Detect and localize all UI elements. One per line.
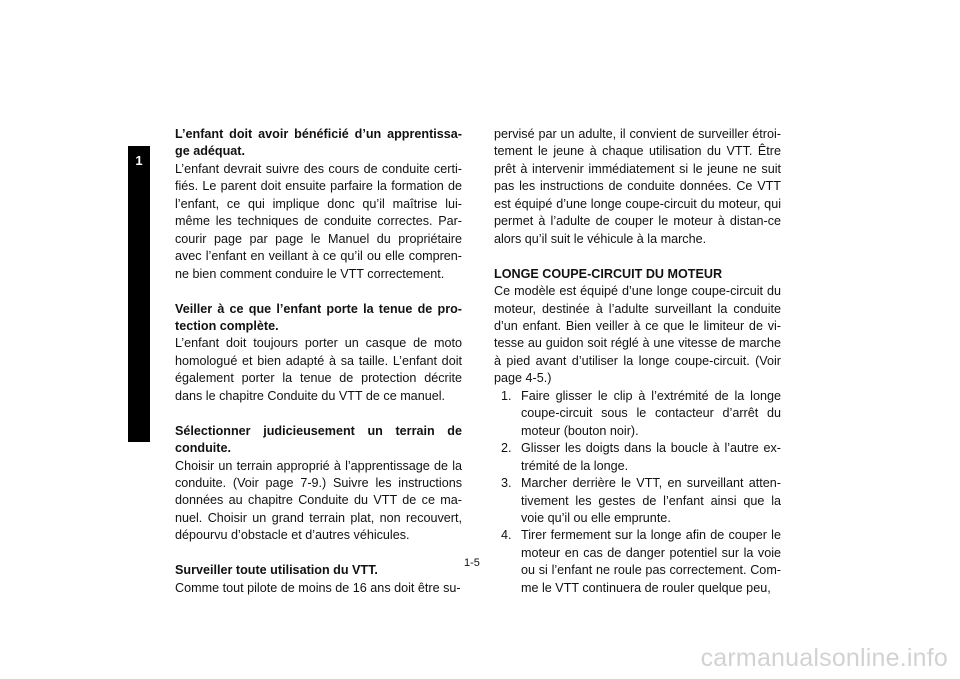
- step-text: Faire glisser le clip à l’extrémité de la longe coupe-circuit sous le contacteur d’arrêt du moteur (bouton noir).: [521, 388, 781, 438]
- paragraph-supervise: Comme tout pilote de moins de 16 ans doit être su-: [175, 580, 461, 595]
- paragraph-supervise-continued: pervisé par un adulte, il convient de surveiller étroi-tement le jeune à chaque utilisation du VTT. Être prêt à intervenir immédiatement si le jeune ne suit pas les instructions de conduite données. Ce VTT est équipé d’une longe coupe-circuit du moteur, qui permet à l’adulte de couper le moteur à distan-ce alors qu’il suit le véhicule à la marche.: [494, 127, 781, 246]
- watermark: carmanualsonline.info: [700, 644, 948, 672]
- step-text: Marcher derrière le VTT, en surveillant atten-tivement les gestes de l’enfant ainsi que la voie qu’il ou elle emprunte.: [521, 476, 781, 525]
- section-title-tether: LONGE COUPE-CIRCUIT DU MOTEUR: [494, 266, 723, 281]
- paragraph-tether: Ce modèle est équipé d’une longe coupe-circuit du moteur, destinée à l’adulte surveillant la conduite d’un enfant. Bien veiller à ce que le limiteur de vi-tesse au guidon soit réglé à une vitesse de marche à pied avant d’utiliser la longe coupe-circuit. (Voir page 4-5.): [494, 284, 781, 386]
- tether-steps-list: [494, 388, 781, 597]
- right-column: [494, 126, 781, 597]
- heading-supervise: Surveiller toute utilisation du VTT.: [175, 563, 378, 578]
- step-number: 3.: [501, 476, 512, 491]
- list-item: [494, 440, 781, 475]
- page-number: 1-5: [464, 557, 480, 569]
- paragraph-training: L’enfant devrait suivre des cours de conduite certi-fiés. Le parent doit ensuite parfaire la formation de l’enfant, ce qui implique donc qu’il maîtrise lui-même les techniques de conduite correctes. Par-courir page par page le Manuel du propriétaire avec l’enfant en veillant à ce qu’il ou elle compren-ne bien comment conduire le VTT correctement.: [175, 161, 462, 281]
- paragraph-terrain: Choisir un terrain approprié à l’apprentissage de la conduite. (Voir page 7-9.) Suivre les instructions données au chapitre Conduite du VTT de ce ma-nuel. Choisir un grand terrain plat, non recouvert, dépourvu d’obstacle et d’autres véhicules.: [175, 458, 462, 543]
- step-number: 1.: [501, 388, 512, 403]
- heading-training: L’enfant doit avoir bénéficié d’un apprentissa-ge adéquat.: [175, 127, 462, 159]
- chapter-tab: [128, 146, 150, 442]
- step-text: Glisser les doigts dans la boucle à l’autre ex-trémité de la longe.: [521, 441, 781, 473]
- list-item: [494, 388, 781, 440]
- list-item: [494, 527, 781, 597]
- heading-protective-gear: Veiller à ce que l’enfant porte la tenue de pro-tection complète.: [175, 301, 462, 333]
- step-number: 4.: [501, 528, 512, 543]
- step-number: 2.: [501, 441, 512, 456]
- left-column: [175, 126, 462, 597]
- heading-terrain: Sélectionner judicieusement un terrain de conduite.: [175, 423, 462, 456]
- paragraph-protective-gear: L’enfant doit toujours porter un casque de moto homologué et bien adapté à sa taille. L’enfant doit également porter la tenue de protection décrite dans le chapitre Conduite du VTT de ce manuel.: [175, 336, 462, 403]
- chapter-tab-number: 1: [135, 153, 143, 168]
- list-item: [494, 475, 781, 527]
- step-text: Tirer fermement sur la longe afin de couper le moteur en cas de danger potentiel sur la voie ou si l’enfant ne roule pas correctement. Com-me le VTT continuera de rouler quelque peu,: [521, 528, 781, 595]
